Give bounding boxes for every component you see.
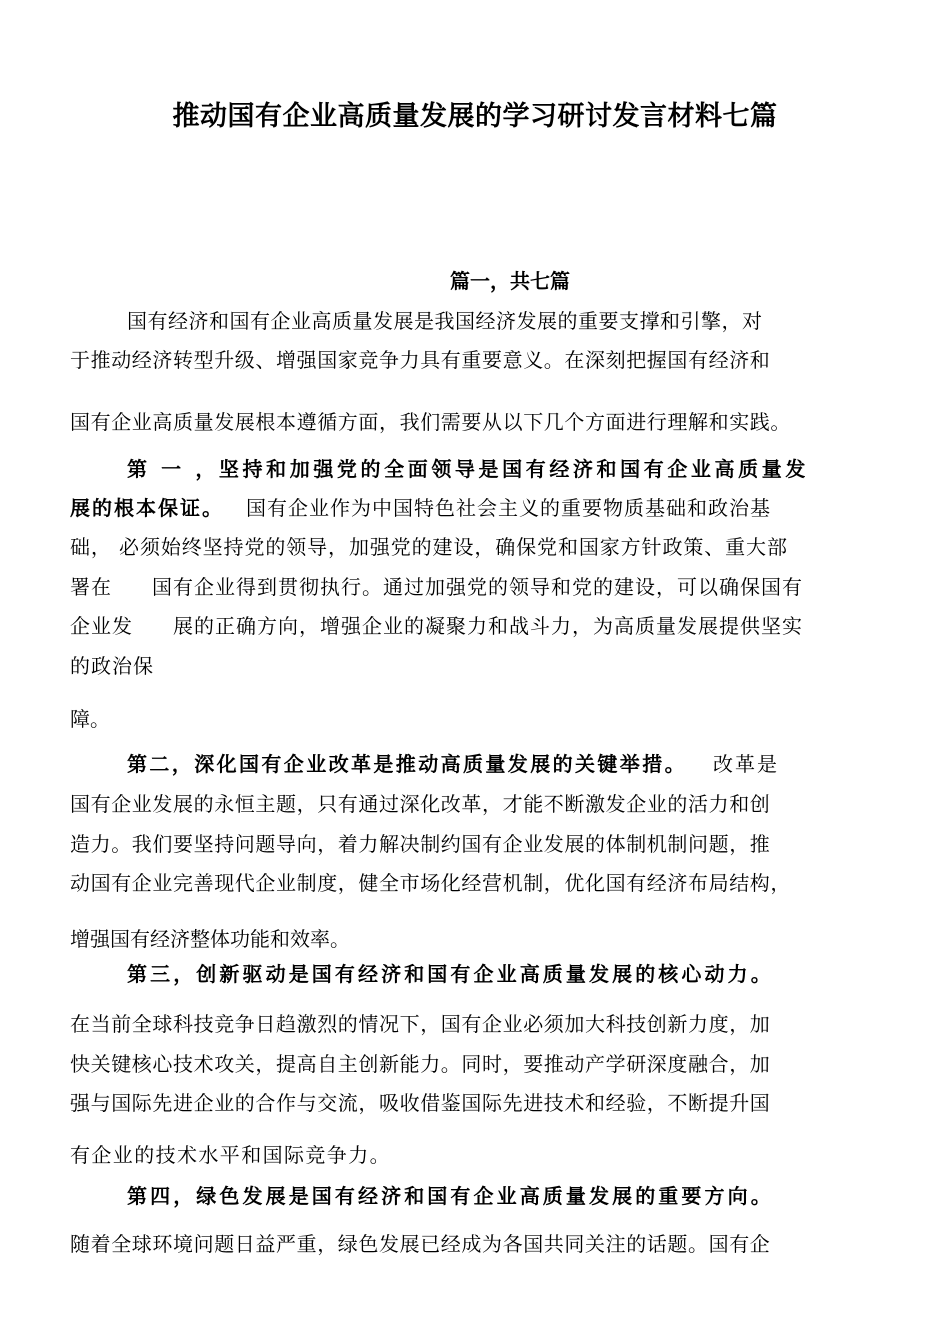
paragraph-line: 快关键核心技术攻关，提高自主创新能力。同时，要推动产学研深度融合，加 [70,1052,771,1076]
paragraph-line: 随着全球环境问题日益严重，绿色发展已经成为各国共同关注的话题。国有企 [70,1232,771,1256]
paragraph-heading-tail: 展的根本保证。 [70,496,224,520]
paragraph-line: 有企业的技术水平和国际竞争力。 [70,1143,391,1167]
paragraph-line [70,494,771,522]
document-title: 推动国有企业高质量发展的学习研讨发言材料七篇 [172,101,778,132]
paragraph-line: 在当前全球科技竞争日趋激烈的情况下，国有企业必须加大科技创新力度，加 [70,1012,771,1036]
paragraph-heading: 第 一 ，坚持和加强党的全面领导是国有经济和国有企业高质量发 [127,457,809,481]
paragraph-text: 署在 [70,575,112,599]
paragraph-line: 动国有企业完善现代企业制度，健全市场化经营机制，优化国有经济布局结构， [70,871,791,895]
paragraph-line: 国有企业高质量发展根本遵循方面，我们需要从以下几个方面进行理解和实践。 [70,410,791,434]
paragraph-line: 于推动经济转型升级、增强国家竞争力具有重要意义。在深刻把握国有经济和 [70,348,771,372]
paragraph-heading: 第三，创新驱动是国有经济和国有企业高质量发展的核心动力。 [127,962,774,986]
paragraph-heading: 第二，深化国有企业改革是推动高质量发展的关键举措。 [127,752,687,776]
paragraph-text: 国有企业作为中国特色社会主义的重要物质基础和政治基 [246,496,771,520]
paragraph-text: 国有企业得到贯彻执行。通过加强党的领导和党的建设，可以确保国有 [152,575,803,599]
paragraph-line: 国有企业发展的永恒主题，只有通过深化改革，才能不断激发企业的活力和创 [70,792,771,816]
paragraph-line: 强与国际先进企业的合作与交流，吸收借鉴国际先进技术和经验，不断提升国 [70,1091,771,1115]
paragraph-line: 增强国有经济整体功能和效率。 [70,927,350,951]
paragraph-line: 础， 必须始终坚持党的领导，加强党的建设，确保党和国家方针政策、重大部 [70,535,788,559]
paragraph-text: 改革是 [713,752,779,776]
paragraph-line [127,750,779,778]
paragraph-line: 的政治保 [70,654,154,678]
paragraph-line [70,612,803,640]
paragraph-line: 国有经济和国有企业高质量发展是我国经济发展的重要支撑和引擎，对 [127,309,763,333]
paragraph-line: 障。 [70,707,110,731]
paragraph-text: 企业发 [70,614,133,638]
paragraph-line [70,573,803,601]
paragraph-heading: 第四，绿色发展是国有经济和国有企业高质量发展的重要方向。 [127,1184,774,1208]
paragraph-line: 造力。我们要坚持问题导向，着力解决制约国有企业发展的体制机制问题，推 [70,832,771,856]
section-heading: 篇一，共七篇 [450,269,570,293]
paragraph-text: 展的正确方向，增强企业的凝聚力和战斗力，为高质量发展提供坚实 [173,614,803,638]
